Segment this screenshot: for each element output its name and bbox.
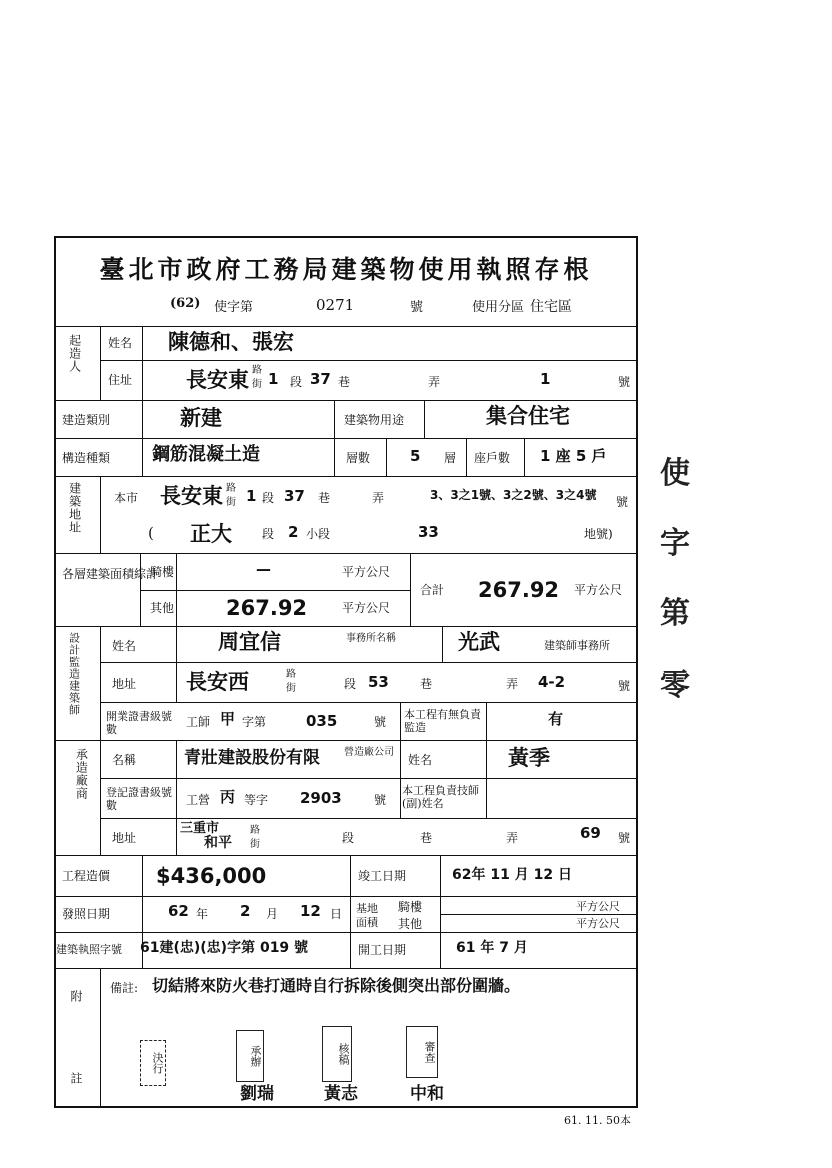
applicant-name: 陳德和、張宏 <box>168 330 294 354</box>
license-grade: 甲 <box>220 710 236 728</box>
applicant-number: 1 <box>540 370 551 388</box>
applicant-nong: 弄 <box>428 375 441 389</box>
total-unit: 平方公尺 <box>574 583 623 597</box>
contractor-person-label: 姓名 <box>408 753 433 767</box>
office-suffix: 建築師事務所 <box>544 639 610 652</box>
permit-value: 61建(忠)(忠)字第 019 號 <box>140 940 309 956</box>
applicant-jie: 街 <box>252 379 262 390</box>
other-unit: 平方公尺 <box>342 601 391 615</box>
architect-address-road: 長安西 <box>186 670 249 694</box>
license-label: 開業證書級號數 <box>106 710 172 737</box>
architect-lu: 路 <box>286 669 296 680</box>
architect-number: 4-2 <box>538 673 566 691</box>
arcade-unit: 平方公尺 <box>342 565 391 579</box>
applicant-duan: 段 <box>290 375 303 389</box>
applicant-lu: 路 <box>252 365 262 376</box>
print-code: 61. 11. 50本 <box>564 1114 631 1127</box>
document-title: 臺北市政府工務局建築物使用執照存根 <box>99 255 593 284</box>
floors-value: 5 <box>410 447 421 465</box>
structure-label: 構造種類 <box>62 451 111 465</box>
cost-value: $436,000 <box>156 864 267 888</box>
arcade-label: 騎樓 <box>150 565 175 579</box>
license-number: 035 <box>306 712 338 730</box>
site-lane: 37 <box>284 487 305 505</box>
zone-label: 使用分區 <box>472 300 525 315</box>
supervise-label: 本工程有無負責監造 <box>404 708 481 735</box>
use-label: 建築物用途 <box>344 413 405 427</box>
completion-label: 竣工日期 <box>358 869 407 883</box>
architect-address-label: 地址 <box>112 677 137 691</box>
use-value: 集合住宅 <box>486 404 570 428</box>
tech-label: 本工程負責技師(副)姓名 <box>402 784 479 811</box>
site-section: 1 <box>246 487 257 505</box>
permit-number: 0271 <box>316 296 355 314</box>
applicant-xiang: 巷 <box>338 375 351 389</box>
base-label: 基地面積 <box>356 902 378 930</box>
site-lu: 路 <box>226 483 236 494</box>
total-value: 267.92 <box>478 578 560 602</box>
architect-xiang: 巷 <box>420 677 433 691</box>
issue-month: 2 <box>240 902 251 920</box>
applicant-section-no: 1 <box>268 370 279 388</box>
contractor-name-label: 名稱 <box>112 753 137 767</box>
permit-year: (62) <box>170 296 201 311</box>
issue-label: 發照日期 <box>62 907 111 921</box>
base-unit-2: 平方公尺 <box>576 917 620 930</box>
contractor-jie: 街 <box>250 839 260 850</box>
office-label: 事務所名稱 <box>346 633 396 644</box>
lot-district: 正大 <box>190 522 232 546</box>
reg-label: 登記證書級號數 <box>106 786 172 813</box>
edge-char-3: 第 <box>660 596 690 631</box>
contractor-address-label: 地址 <box>112 831 137 845</box>
contractor-lu: 路 <box>250 825 260 836</box>
reg-word: 等字 <box>244 793 269 807</box>
completion-value: 62年 11 月 12 日 <box>452 867 572 883</box>
applicant-address-label: 住址 <box>108 373 133 387</box>
floors-label: 層數 <box>346 451 371 465</box>
start-label: 開工日期 <box>358 943 407 957</box>
contractor-duan: 段 <box>342 831 355 845</box>
lot-xiaoduan: 小段 <box>306 527 331 541</box>
issue-year: 62 <box>168 902 189 920</box>
issue-yue: 月 <box>266 907 279 921</box>
arcade-value: — <box>256 560 271 578</box>
base-other: 其他 <box>398 917 423 931</box>
approval-stamp-4: 決行 <box>140 1040 166 1086</box>
site-duan: 段 <box>262 491 275 505</box>
contractor-number: 69 <box>580 824 601 842</box>
contractor-city: 三重市 <box>180 821 220 836</box>
approval-stamp-1: 承辦 <box>236 1030 264 1082</box>
area-label: 各層建築面積綜計 <box>62 567 159 581</box>
stamp-name-3: 中和 <box>410 1084 444 1104</box>
base-arcade: 騎樓 <box>398 900 423 914</box>
notes-section-label: 附註 <box>69 990 83 1154</box>
lot-open: ( <box>148 524 154 542</box>
other-value: 267.92 <box>226 596 308 620</box>
license-prefix: 工師 <box>186 715 211 729</box>
architect-hao: 號 <box>618 679 631 693</box>
supervise-value: 有 <box>548 710 564 728</box>
approval-stamp-3: 審查 <box>406 1026 438 1078</box>
site-hao: 號 <box>616 495 629 509</box>
edge-char-1: 使 <box>660 456 690 491</box>
contractor-name-suffix: 營造廠公司 <box>344 747 394 758</box>
edge-char-2: 字 <box>660 526 690 561</box>
remark-label: 備註: <box>110 981 139 995</box>
lot-hao: 地號) <box>584 527 613 541</box>
site-label: 建築地址 <box>67 482 82 534</box>
license-hao: 號 <box>374 715 387 729</box>
contractor-person: 黃季 <box>508 746 550 770</box>
architect-duan: 段 <box>344 677 357 691</box>
edge-char-4: 零 <box>660 668 690 703</box>
category-value: 新建 <box>180 406 222 430</box>
structure-value: 鋼筋混凝土造 <box>152 444 260 465</box>
base-unit-1: 平方公尺 <box>576 900 620 913</box>
applicant-section-label: 起造人 <box>67 334 82 373</box>
reg-prefix: 工營 <box>186 793 211 807</box>
issue-day: 12 <box>300 902 321 920</box>
lot-duan: 段 <box>262 527 275 541</box>
reg-grade: 丙 <box>220 788 236 806</box>
applicant-address-road: 長安東 <box>186 368 249 392</box>
applicant-name-label: 姓名 <box>108 336 133 350</box>
office-value: 光武 <box>458 630 500 654</box>
start-value: 61 年 7 月 <box>456 940 528 956</box>
cost-label: 工程造價 <box>62 869 111 883</box>
total-label: 合計 <box>420 583 445 597</box>
permit-label: 建築執照字號 <box>56 943 122 956</box>
applicant-hao: 號 <box>618 375 631 389</box>
permit-suffix: 號 <box>410 300 424 315</box>
architect-lane: 53 <box>368 673 389 691</box>
contractor-nong: 弄 <box>506 831 519 845</box>
reg-hao: 號 <box>374 793 387 807</box>
lot-number: 33 <box>418 523 439 541</box>
contractor-road: 和平 <box>204 835 232 851</box>
architect-nong: 弄 <box>506 677 519 691</box>
reg-number: 2903 <box>300 789 342 807</box>
lot-subsection: 2 <box>288 523 299 541</box>
contractor-name: 青壯建設股份有限 <box>184 748 320 768</box>
issue-nian: 年 <box>196 907 209 921</box>
site-nong: 弄 <box>372 491 385 505</box>
license-word: 字第 <box>242 715 267 729</box>
site-jie: 街 <box>226 497 236 508</box>
remark-value: 切結將來防火巷打通時自行拆除後側突出部份圍牆。 <box>152 976 521 995</box>
other-label: 其他 <box>150 601 175 615</box>
approval-stamp-2: 核稿 <box>322 1026 352 1082</box>
permit-word: 使字第 <box>214 300 254 315</box>
households-value: 1 座 5 戶 <box>540 447 607 465</box>
architect-name: 周宜信 <box>218 630 281 654</box>
households-label: 座戶數 <box>474 451 511 465</box>
issue-ri: 日 <box>330 907 343 921</box>
site-road: 長安東 <box>160 484 223 508</box>
category-label: 建造類別 <box>62 413 111 427</box>
stamp-name-2: 黃志 <box>324 1084 358 1104</box>
site-numbers: 3、3之1號、3之2號、3之4號 <box>430 488 597 502</box>
architect-jie: 街 <box>286 683 296 694</box>
site-city: 本市 <box>114 491 139 505</box>
site-xiang: 巷 <box>318 491 331 505</box>
floors-unit: 層 <box>444 451 457 465</box>
contractor-section-label: 承造廠商 <box>74 748 89 800</box>
contractor-xiang: 巷 <box>420 831 433 845</box>
architect-section-label: 設計監造建築師 <box>67 632 81 716</box>
architect-name-label: 姓名 <box>112 639 137 653</box>
stamp-name-1: 劉瑞 <box>240 1084 274 1104</box>
zone-value: 住宅區 <box>530 299 572 315</box>
applicant-lane: 37 <box>310 370 331 388</box>
contractor-hao: 號 <box>618 831 631 845</box>
